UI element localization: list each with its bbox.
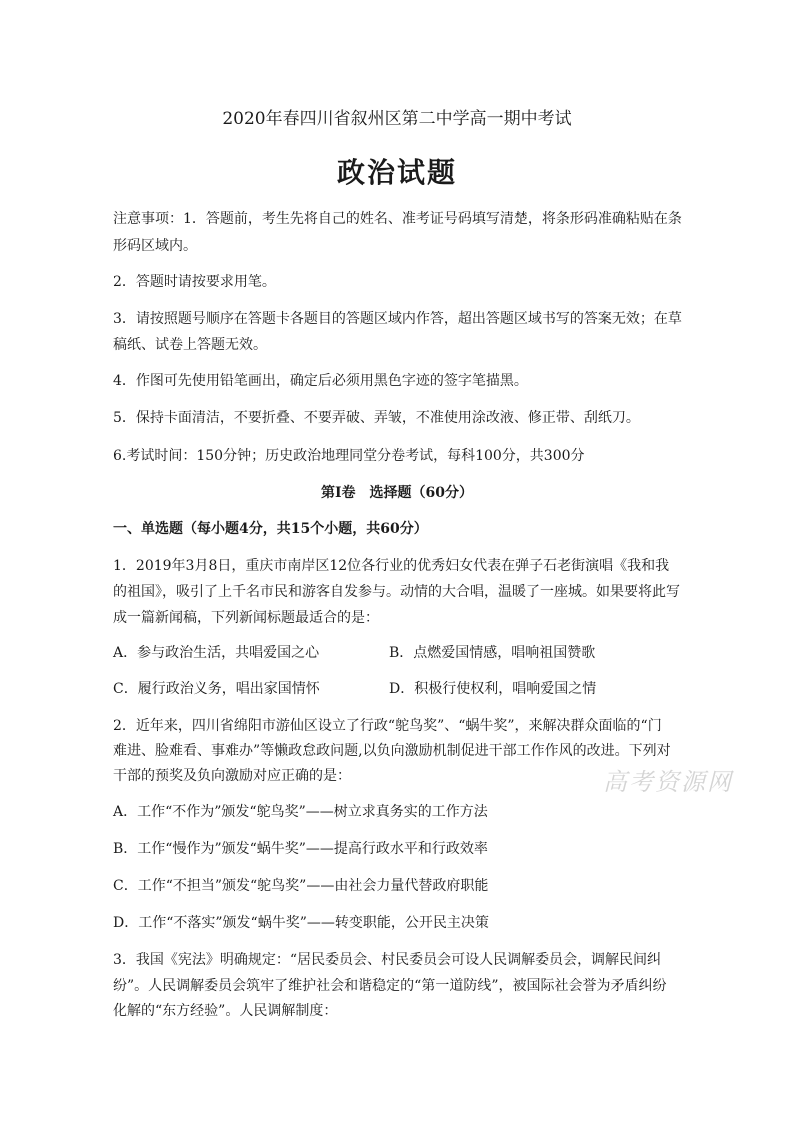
note-5: 5．保持卡面清洁，不要折叠、不要弄破、弄皱，不准使用涂改液、修正带、刮纸刀。 bbox=[113, 410, 640, 426]
note-2: 2．答题时请按要求用笔。 bbox=[113, 274, 276, 290]
q2-option-d: D．工作“不落实”颁发“蜗牛奖”——转变职能，公开民主决策 bbox=[113, 915, 489, 931]
q2-option-c: C．工作“不担当”颁发“鸵鸟奖”——由社会力量代替政府职能 bbox=[113, 878, 489, 894]
section-header: 第I卷 选择题（60分） bbox=[320, 485, 474, 501]
q1-option-a: A．参与政治生活，共唱爱国之心 bbox=[113, 645, 320, 661]
q1-stem-line-a: 1．2019年3月8日，重庆市南岸区12位各行业的优秀妇女代表在弹子石老街演唱《我和我 bbox=[113, 558, 670, 574]
subject-title: 政治试题 bbox=[336, 156, 457, 189]
note-4: 4．作图可先使用铅笔画出，确定后必须用黑色字迹的签字笔描黑。 bbox=[113, 373, 528, 389]
note-1-line-b: 形码区域内。 bbox=[113, 238, 197, 254]
exam-title: 2020年春四川省叙州区第二中学高一期中考试 bbox=[222, 109, 572, 129]
part-1-heading: 一、单选题（每小题4分，共15个小题，共60分） bbox=[113, 521, 428, 537]
note-6: 6.考试时间：150分钟；历史政治地理同堂分卷考试，每科100分，共300分 bbox=[113, 448, 585, 464]
q3-stem-line-a: 3．我国《宪法》明确规定：“居民委员会、村民委员会可设人民调解委员会，调解民间纠 bbox=[113, 952, 662, 968]
q1-stem-line-c: 成一篇新闻稿，下列新闻标题最适合的是： bbox=[113, 610, 379, 626]
q3-stem-line-b: 纷”。人民调解委员会筑牢了维护社会和谐稳定的“第一道防线”，被国际社会誉为矛盾纠纷 bbox=[113, 978, 667, 994]
q1-option-d: D．积极行使权利，唱响爱国之情 bbox=[389, 681, 597, 697]
note-3-line-b: 稿纸、试卷上答题无效。 bbox=[113, 337, 267, 353]
note-3-line-a: 3．请按照题号顺序在答题卡各题目的答题区域内作答，超出答题区域书写的答案无效；在草 bbox=[113, 311, 682, 327]
q1-option-b: B．点燃爱国情感，唱响祖国赞歌 bbox=[389, 645, 596, 661]
q1-stem-line-b: 的祖国》，吸引了上千名市民和游客自发参与。动情的大合唱，温暖了一座城。如果要将此写 bbox=[113, 584, 680, 600]
q2-option-b: B．工作“慢作为”颁发“蜗牛奖”——提高行政水平和行政效率 bbox=[113, 841, 488, 857]
q2-stem-line-a: 2．近年来，四川省绵阳市游仙区设立了行政“鸵鸟奖”、“蜗牛奖”，来解决群众面临的“门 bbox=[113, 718, 662, 734]
q2-stem-line-c: 干部的预奖及负向激励对应正确的是： bbox=[113, 768, 351, 784]
watermark-text: 高考资源网 bbox=[603, 768, 733, 796]
note-1-line-a: 注意事项：1．答题前，考生先将自己的姓名、准考证号码填写清楚，将条形码准确粘贴在条 bbox=[113, 211, 682, 227]
q1-option-c: C．履行政治义务，唱出家国情怀 bbox=[113, 681, 320, 697]
q3-stem-line-c: 化解的“东方经验”。人民调解制度： bbox=[113, 1003, 338, 1019]
q2-stem-line-b: 难进、脸难看、事难办”等懒政怠政问题,以负向激励机制促进干部工作作风的改进。下列对 bbox=[113, 743, 671, 759]
q2-option-a: A．工作“不作为”颁发“鸵鸟奖”——树立求真务实的工作方法 bbox=[113, 804, 488, 820]
